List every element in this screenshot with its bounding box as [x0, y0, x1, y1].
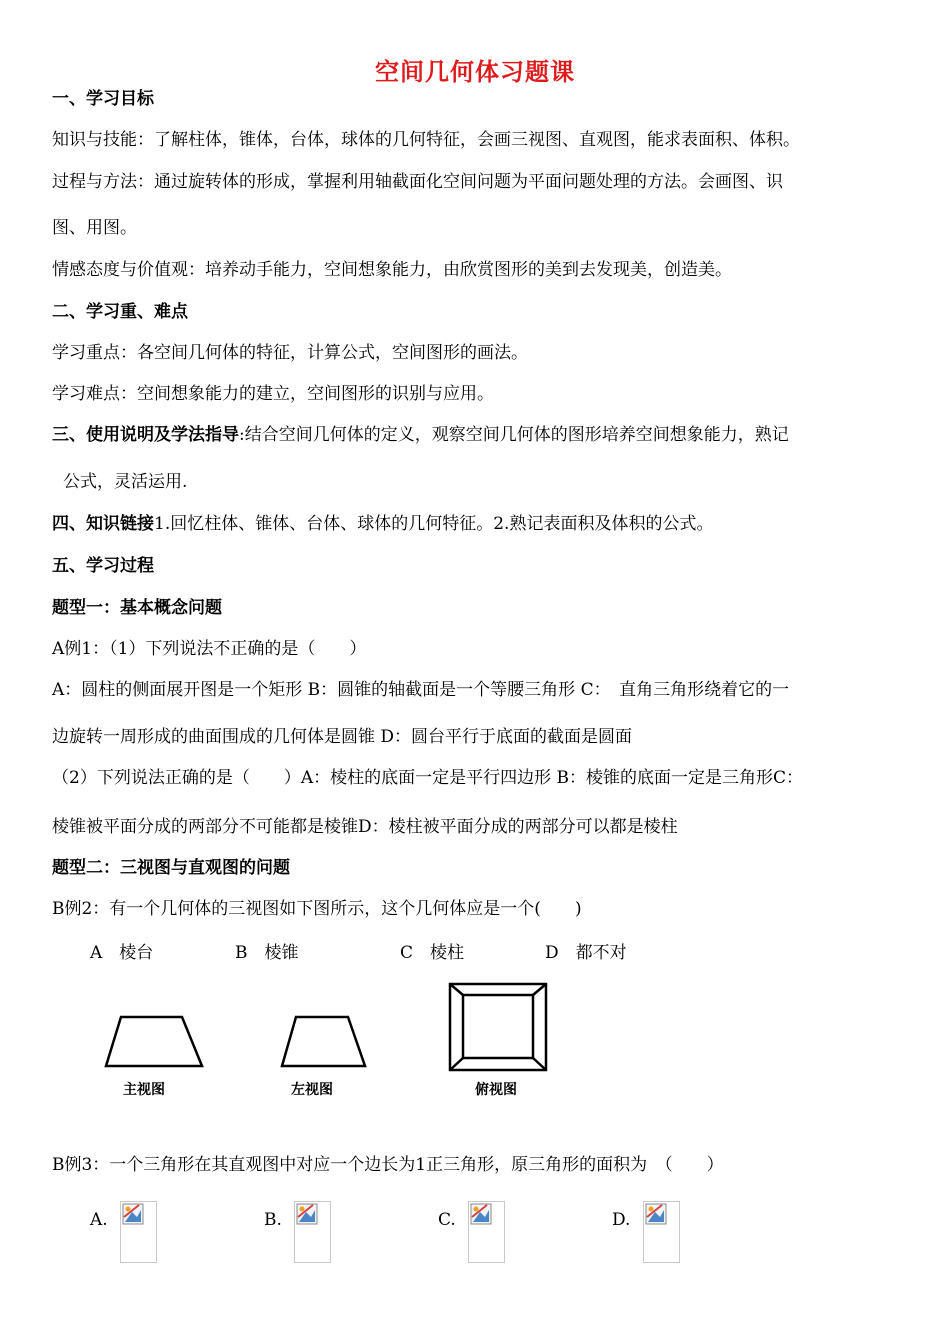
section-heading-knowledge-link: 四、知识链接 — [52, 514, 154, 534]
goal-process-line2: 图、用图。 — [52, 218, 137, 238]
instructions-text: :结合空间几何体的定义，观察空间几何体的图形培养空间想象能力，熟记 — [239, 425, 789, 445]
broken-image-icon — [122, 1203, 144, 1225]
example3-stem: B例3：一个三角形在其直观图中对应一个边长为1正三角形，原三角形的面积为 （ ） — [52, 1155, 724, 1175]
section-heading-instructions: 三、使用说明及学法指导 — [52, 425, 239, 445]
example3-option-d: D. — [612, 1210, 631, 1230]
example1-line4: 棱锥被平面分成的两部分不可能都是棱锥D：棱柱被平面分成的两部分可以都是棱柱 — [52, 817, 678, 837]
broken-image-icon — [470, 1203, 492, 1225]
broken-image-icon — [296, 1203, 318, 1225]
example1-stem: A例1：（1）下列说法不正确的是（ ） — [52, 639, 367, 659]
key-point: 学习重点：各空间几何体的特征，计算公式，空间图形的画法。 — [52, 343, 528, 363]
option-a-image — [120, 1201, 157, 1263]
example2-option-b: B 棱锥 — [235, 943, 299, 963]
example3-option-c: C. — [438, 1210, 456, 1230]
goal-emotion: 情感态度与价值观：培养动手能力，空间想象能力，由欣赏图形的美到去发现美，创造美。 — [52, 260, 732, 280]
broken-image-icon — [645, 1203, 667, 1225]
knowledge-link-text: 1.回忆柱体、锥体、台体、球体的几何特征。2.熟记表面积及体积的公式。 — [154, 514, 714, 534]
section-instructions — [52, 424, 789, 446]
top-view-frustum — [444, 978, 554, 1078]
option-c-image — [468, 1201, 505, 1263]
example1-line2: 边旋转一周形成的曲面围成的几何体是圆锥 D：圆台平行于底面的截面是圆面 — [52, 727, 633, 747]
example2-option-d: D 都不对 — [545, 943, 627, 963]
option-d-image — [643, 1201, 680, 1263]
difficult-point: 学习难点：空间想象能力的建立，空间图形的识别与应用。 — [52, 384, 494, 404]
section-knowledge-link — [52, 513, 713, 535]
front-view-trapezoid — [100, 1012, 210, 1072]
section-heading-goals: 一、学习目标 — [52, 89, 154, 109]
example1-line1: A：圆柱的侧面展开图是一个矩形 B：圆锥的轴截面是一个等腰三角形 C： 直角三角形绕着它的一 — [52, 680, 790, 700]
example3-option-b: B. — [264, 1210, 282, 1230]
example2-stem: B例2：有一个几何体的三视图如下图所示，这个几何体应是一个( ) — [52, 899, 582, 919]
top-view-label: 俯视图 — [475, 1082, 517, 1098]
side-view-trapezoid — [276, 1012, 372, 1072]
example3-option-a: A. — [90, 1210, 108, 1230]
section-heading-process: 五、学习过程 — [52, 556, 154, 576]
type2-heading: 题型二：三视图与直观图的问题 — [52, 858, 290, 878]
front-view-label: 主视图 — [123, 1082, 165, 1098]
instructions-text-line2: 公式，灵活运用. — [63, 472, 188, 492]
page-title: 空间几何体习题课 — [375, 58, 575, 86]
section-heading-keypoints: 二、学习重、难点 — [52, 302, 188, 322]
option-b-image — [294, 1201, 331, 1263]
goal-knowledge: 知识与技能：了解柱体，锥体，台体，球体的几何特征，会画三视图、直观图，能求表面积、体积。 — [52, 130, 800, 150]
side-view-label: 左视图 — [291, 1082, 333, 1098]
example2-option-a: A 棱台 — [90, 943, 154, 963]
example2-option-c: C 棱柱 — [400, 943, 465, 963]
type1-heading: 题型一：基本概念问题 — [52, 598, 222, 618]
example1-line3: （2）下列说法正确的是（ ）A：棱柱的底面一定是平行四边形 B：棱锥的底面一定是三角形C： — [52, 768, 803, 788]
goal-process-line1: 过程与方法：通过旋转体的形成，掌握利用轴截面化空间问题为平面问题处理的方法。会画图、识 — [52, 172, 783, 192]
